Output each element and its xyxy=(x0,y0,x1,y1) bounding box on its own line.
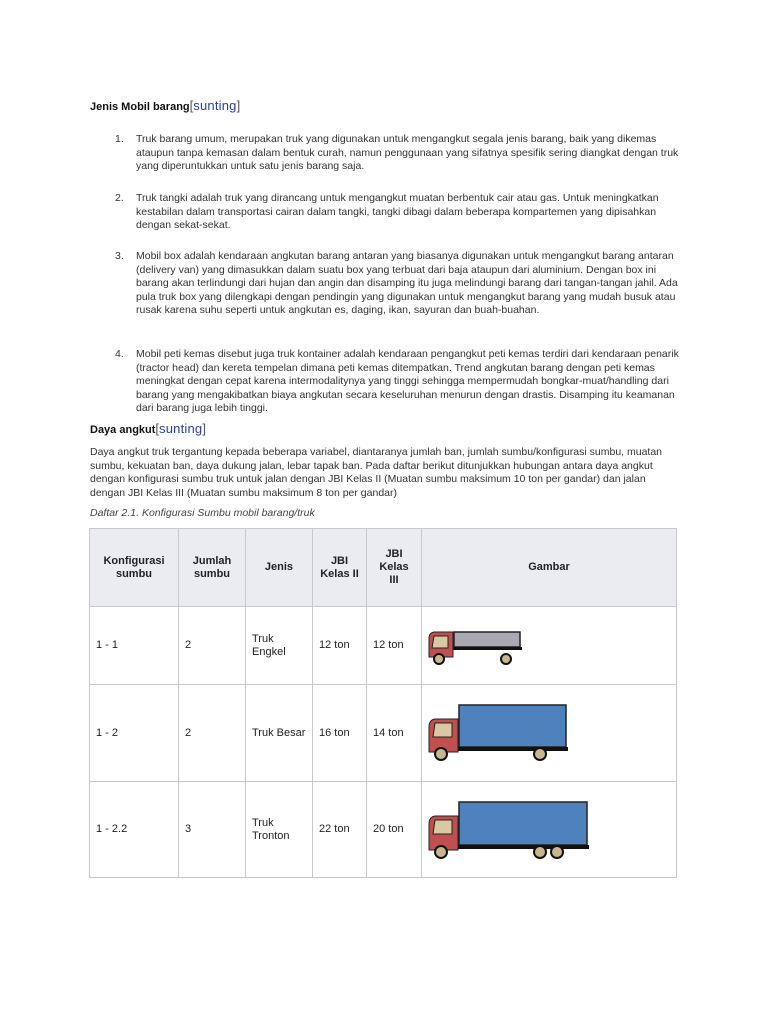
header-konfigurasi xyxy=(90,529,179,607)
cell-jbi-ii: 12 ton xyxy=(313,607,367,685)
section-heading-jenis xyxy=(90,98,240,113)
truck-types-list xyxy=(115,348,680,416)
list-item xyxy=(115,133,680,174)
header-line: JBI xyxy=(385,548,403,560)
header-line: Kelas xyxy=(379,561,409,573)
list-text: Mobil peti kemas disebut juga truk kontainer adalah kendaraan pengangkut peti kemas terdiri dari kendaraan penarik (tractor head) dan kereta tempelan dimana peti kemas ditempatkan. Trend angkutan barang dengan peti kemas meningkat dengan cepat karena intermodalitynya yang tinggi sehingga mempermudah bongkar-muat/handling dari barang yang mengakibatkan biaya angkutan secara keseluruhan menurun dengan drastis. Disamping itu keamanan dari barang juga lebih tinggi. xyxy=(136,348,679,414)
cell-jenis xyxy=(246,607,313,685)
header-line: sumbu xyxy=(193,567,231,580)
edit-link-sunting[interactable]: sunting xyxy=(159,421,203,436)
cell-jbi-ii: 22 ton xyxy=(313,782,367,878)
cell-konfigurasi: 1 - 1 xyxy=(90,607,179,685)
header-line: Gambar xyxy=(528,561,570,573)
header-gambar xyxy=(422,529,677,607)
list-number: 3. xyxy=(115,250,124,262)
list-item xyxy=(115,250,680,318)
axle-config-table xyxy=(89,528,677,878)
jenis-line: Truk Besar xyxy=(252,726,306,739)
cell-jenis xyxy=(246,782,313,878)
section-title: Jenis Mobil barang xyxy=(90,101,190,113)
table-caption: Daftar 2.1. Konfigurasi Sumbu mobil barang/truk xyxy=(90,507,315,519)
big-box-truck-icon xyxy=(426,702,571,764)
header-jumlah xyxy=(179,529,246,607)
jenis-line: Tronton xyxy=(252,829,290,842)
edit-bracket-close: ] xyxy=(236,98,241,113)
header-jenis xyxy=(246,529,313,607)
list-number: 4. xyxy=(115,348,124,360)
table-row xyxy=(90,607,677,685)
engkel-truck-icon xyxy=(426,624,526,668)
section-heading-daya xyxy=(90,421,206,436)
header-line: JBI xyxy=(330,554,349,567)
edit-bracket-open: [ xyxy=(189,98,194,113)
cell-jbi-iii: 12 ton xyxy=(367,607,422,685)
tronton-truck-icon xyxy=(426,799,591,861)
cell-jbi-iii: 20 ton xyxy=(367,782,422,878)
list-text: Truk barang umum, merupakan truk yang digunakan untuk mengangkut segala jenis barang, baik yang dikemas ataupun tanpa kemasan dalam bentuk curah, namun penggunaan yang sifatnya spesifik sering diangkat dengan truk yang diperuntukkan untuk satu jenis barang saja. xyxy=(136,133,679,172)
cell-jumlah: 2 xyxy=(179,607,246,685)
jenis-line: Truk xyxy=(252,816,274,829)
edit-link-sunting[interactable]: sunting xyxy=(193,98,237,113)
table-row xyxy=(90,685,677,782)
cell-jbi-iii: 14 ton xyxy=(367,685,422,782)
truck-types-list xyxy=(115,250,680,318)
header-jbi-kelas-iii xyxy=(367,529,422,607)
truck-types-list xyxy=(115,133,680,174)
list-item xyxy=(115,192,680,233)
cell-jbi-ii: 16 ton xyxy=(313,685,367,782)
header-jbi-kelas-ii xyxy=(313,529,367,607)
cell-gambar xyxy=(422,685,677,782)
list-number: 1. xyxy=(115,133,124,145)
header-line: III xyxy=(389,574,399,586)
table-row xyxy=(90,782,677,878)
list-item xyxy=(115,348,680,416)
header-line: Kelas II xyxy=(320,567,359,580)
cell-konfigurasi: 1 - 2.2 xyxy=(90,782,179,878)
header-line: sumbu xyxy=(115,567,153,580)
list-number: 2. xyxy=(115,192,124,204)
section-title: Daya angkut xyxy=(90,424,156,436)
header-line: Jumlah xyxy=(192,554,232,567)
cell-jenis xyxy=(246,685,313,782)
jenis-line: Truk xyxy=(252,632,274,645)
cell-gambar xyxy=(422,607,677,685)
table-header-row xyxy=(90,529,677,607)
cell-gambar xyxy=(422,782,677,878)
list-text: Truk tangki adalah truk yang dirancang untuk mengangkut muatan berbentuk cair atau gas. Untuk meningkatkan kestabilan dalam transportasi cairan dalam tangki, tangki dibagi dalam beberapa kompartemen yang dipisahkan dengan sekat-sekat. xyxy=(136,192,659,231)
truck-types-list xyxy=(115,192,680,233)
header-line: Jenis xyxy=(264,561,294,573)
edit-bracket-close: ] xyxy=(202,421,206,436)
cell-jumlah: 2 xyxy=(179,685,246,782)
edit-bracket-open: [ xyxy=(155,421,160,436)
header-line: Konfigurasi xyxy=(103,554,165,567)
list-text: Mobil box adalah kendaraan angkutan barang antaran yang biasanya digunakan untuk mengangkut barang antaran (delivery van) yang dimasukkan dalam suatu box yang terbuat dari baja ataupun dari aluminium. Dengan box ini barang akan terlindungi dari hujan dan angin dan disamping itu juga melindungi barang dari tangan-tangan jahil. Ada pula truk box yang dilengkapi dengan pendingin yang digunakan untuk mengangkut barang yang mudah busuk atau rusak karena suhu seperti untuk angkutan es, daging, ikan, sayuran dan buah-buahan. xyxy=(136,250,678,316)
cell-konfigurasi: 1 - 2 xyxy=(90,685,179,782)
cell-jumlah: 3 xyxy=(179,782,246,878)
daya-paragraph: Daya angkut truk tergantung kepada beberapa variabel, diantaranya jumlah ban, jumlah sumbu/konfigurasi sumbu, muatan sumbu, kekuatan ban, daya dukung jalan, lebar tapak ban. Pada daftar berikut ditunjukkan hubungan antara daya angkut dengan konfigurasi sumbu truk untuk jalan dengan JBI Kelas II (Muatan sumbu maksimum 10 ton per gandar) dan jalan dengan JBI Kelas III (Muatan sumbu maksimum 8 ton per gandar) xyxy=(90,446,663,499)
jenis-line: Engkel xyxy=(252,645,286,658)
